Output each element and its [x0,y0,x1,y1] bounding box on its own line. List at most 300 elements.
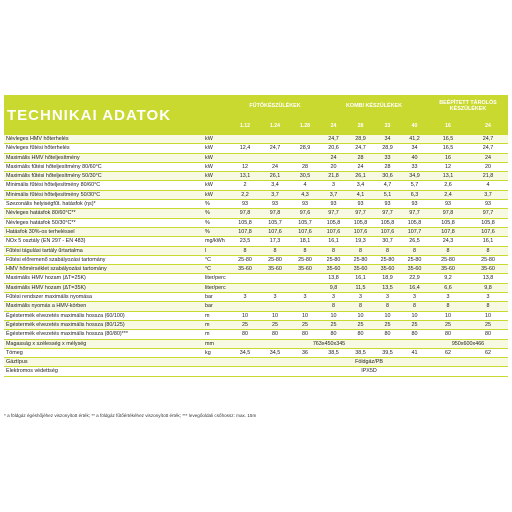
table-row [4,228,508,237]
row-group [428,209,508,218]
table-row [4,256,508,265]
row-value: 10 [242,312,248,319]
table-row [4,144,508,153]
row-label: Magasság x szélesség x mélység [6,340,87,347]
row-value: 28,9 [355,136,366,142]
row-group [428,256,508,265]
row-label: Maximális HMV hőteljesítmény [6,154,80,161]
row-unit: % [205,228,210,235]
row-value [230,274,260,283]
row-value: 93 [242,201,248,208]
row-value: 80 [272,331,278,338]
row-value: 34,9 [409,173,420,180]
table-row [4,284,508,293]
row-value: 6,3 [410,191,419,198]
row-value: 10 [302,312,308,319]
row-value: 24,7 [482,136,494,142]
row-value: 35-60 [326,266,341,273]
table-row [4,321,508,330]
row-value: 35-60 [268,266,282,273]
table-row [4,302,508,311]
row-value: 97,7 [482,210,494,217]
row-group [230,349,320,358]
row-label: Maximális HMV hozam (ΔT=35K) [6,284,86,291]
row-value: 25 [384,321,391,328]
row-label: Névleges HMV hőterhelés [6,136,69,142]
row-label: Minimális fűtési hőteljesítmény 80/60°C [6,182,101,189]
row-group [320,256,428,265]
row-value: 105,8 [407,219,422,226]
row-value: 25-80 [268,256,282,263]
row-group [428,181,508,190]
row-value: 16,5 [442,145,454,152]
row-value: 13,5 [382,284,393,291]
row-value: 2,2 [241,191,249,198]
row-label: Égéstermék elvezetés maximális hossza (60/100) [6,312,125,319]
row-unit: bar [205,294,213,301]
row-value: 93 [330,201,337,208]
row-value: 950x600x466 [451,340,485,347]
model-label: 24 [485,123,491,129]
table-row [4,367,508,376]
row-value: 25 [445,321,451,328]
row-unit: l [205,247,207,254]
row-value [290,302,320,311]
row-value: 93 [302,201,308,208]
row-value: 93 [272,201,278,208]
row-value: 93 [384,201,391,208]
row-label: Minimális fűtési hőteljesítmény 50/30°C [6,191,101,198]
row-unit: kW [205,154,213,161]
row-value: 20,6 [328,145,339,152]
row-group [230,265,320,274]
row-group [428,219,508,228]
row-value: 26,5 [409,238,420,245]
row-value: 12 [242,163,248,170]
row-group [320,163,428,172]
row-group [320,191,428,200]
row-value: 105,8 [441,219,455,226]
row-value: 25-80 [238,256,252,263]
table-row [4,330,508,339]
row-value: 3 [332,294,335,301]
row-value: 8 [243,247,247,254]
row-value: 9,8 [484,284,492,291]
row-value: 28 [357,154,364,161]
row-value: 8 [332,303,335,310]
row-value: 34 [411,145,418,152]
row-unit: % [205,219,210,226]
row-unit: m [205,331,210,338]
row-group [230,200,320,209]
row-value: 93 [411,201,418,208]
row-group [320,172,428,181]
row-value: 8 [359,247,362,254]
row-value: 21,8 [482,173,494,180]
row-value: 3,4 [271,182,279,189]
row-value: 107,6 [326,228,341,235]
row-label: Égéstermék elvezetés maximális hossza (80/80)*** [6,331,128,338]
row-group [428,191,508,200]
row-unit: kW [205,136,213,142]
table-row [4,191,508,200]
row-value: 62 [485,349,491,356]
row-value: 24,7 [269,145,281,152]
model-label: 28 [357,123,364,129]
row-group [230,154,320,163]
row-value [230,302,260,311]
table-header [4,95,508,135]
row-value [230,154,260,163]
row-value: 34 [384,136,391,142]
table-row [4,358,508,367]
row-value: 24,7 [355,145,366,152]
row-value: 25 [485,321,491,328]
row-group [428,200,508,209]
row-value: 9,2 [444,275,452,282]
table-row [4,200,508,209]
row-group [230,321,320,330]
row-group [320,321,428,330]
row-group [230,144,320,153]
row-value: 34,5 [239,349,251,356]
row-value: 3 [359,294,362,301]
row-group [320,349,428,358]
row-value: 16,1 [328,238,339,245]
row-value: 8 [446,303,450,310]
row-value: 24 [330,154,337,161]
table-body [4,135,508,377]
row-value: 34,5 [269,349,281,356]
row-value: 105,8 [481,219,495,226]
row-value: 10 [384,312,391,319]
group-header-storage [428,95,508,135]
row-group [320,293,428,302]
row-value: 25 [302,321,308,328]
row-group [230,284,320,293]
row-value: 35-60 [298,266,312,273]
row-value: 40 [411,154,418,161]
row-label: Szezonális helyiségfűt. hatásfok (ηs)* [6,201,96,208]
row-unit: °C [205,266,212,273]
row-unit: bar [205,303,213,310]
row-value: 8 [413,247,416,254]
row-value: 39,5 [382,349,393,356]
table-row [4,154,508,163]
row-group [230,228,320,237]
row-group [230,312,320,321]
row-unit: kW [205,182,213,189]
row-unit: liter/perc [205,284,226,291]
row-value: 25 [411,321,418,328]
row-value: 33 [411,163,418,170]
row-group [428,247,508,256]
row-value: 16,4 [409,284,420,291]
model-label: 1.12 [239,123,251,129]
row-unit: m [205,312,210,319]
row-value: 93 [485,201,491,208]
table-row [4,247,508,256]
row-value: 8 [486,247,490,254]
footnote: * a földgáz égéshőjéhez viszonyított érték; ** a földgáz fűtőértékéhez viszonyított érték; *** levegőoldali csőhossz: max. 15m [4,413,257,418]
row-value: 26,1 [355,173,366,180]
row-group [428,163,508,172]
row-value: 38,5 [355,349,366,356]
row-label: Égéstermék elvezetés maximális hossza (80/125) [6,321,125,328]
row-group [230,209,320,218]
row-value: 25-80 [441,256,455,263]
row-value: 107,6 [380,228,395,235]
row-group [320,209,428,218]
group-header-combi [320,95,428,135]
row-value: 3 [446,294,450,301]
row-value: 36 [302,349,308,356]
row-value: 3 [413,294,416,301]
table-row [4,135,508,144]
row-label: Tömeg [6,349,23,356]
row-value: 97,7 [409,210,420,217]
row-value: 25-80 [353,256,368,263]
row-group [428,228,508,237]
row-value: 8 [303,247,307,254]
row-value: 10 [330,312,337,319]
row-group [320,200,428,209]
row-value: 22,9 [409,275,420,282]
row-label: Maximális fűtési hőteljesítmény 50/30°C [6,173,102,180]
row-value: 105,8 [326,219,341,226]
row-value: 80 [384,331,391,338]
row-group [320,135,428,144]
row-value: 93 [445,201,451,208]
row-group [320,219,428,228]
row-group [428,284,508,293]
group-label: FŰTŐKÉSZÜLÉKEK [249,103,301,109]
row-value: 35-60 [238,266,252,273]
row-value: 20 [330,163,337,170]
row-value: 25-80 [298,256,312,263]
row-value: 41,2 [409,136,420,142]
row-label: Maximális nyomás a HMV-körben [6,303,87,310]
row-value: 17,3 [269,238,281,245]
row-group [320,154,428,163]
row-value: 13,1 [442,173,454,180]
row-value: 10 [411,312,418,319]
row-value: 28 [384,163,391,170]
row-value: 16,1 [355,275,366,282]
row-value: 24 [272,163,278,170]
row-value [260,302,290,311]
row-unit [204,358,230,367]
row-label: NOx 5 osztály (EN 297 - EN 483) [6,238,86,245]
unit-header-spacer [204,95,230,135]
model-label: 16 [445,123,451,129]
row-group [428,237,508,246]
table-row [4,172,508,181]
row-value: 4 [303,182,307,189]
table-row [4,340,508,349]
row-value: 3,7 [271,191,279,198]
row-value: 28 [302,163,308,170]
row-label: Fűtési előremenő szabályozási tartomány [6,256,106,263]
row-value: 25-80 [481,256,495,263]
row-value: 25-80 [380,256,395,263]
row-group [320,302,428,311]
table-row [4,274,508,283]
row-group [230,247,320,256]
row-value: 3 [386,294,389,301]
row-value: 9,8 [329,284,338,291]
row-value: 3,4 [356,182,365,189]
row-value: 3 [273,294,277,301]
row-value: 97,7 [382,210,393,217]
group-label: KOMBI KÉSZÜLÉKEK [345,103,402,109]
row-value: 97,7 [328,210,339,217]
row-value: 93 [357,201,364,208]
row-group [230,219,320,228]
row-group [428,144,508,153]
row-value: 13,8 [328,275,339,282]
table-row [4,163,508,172]
row-value: 30,7 [382,238,393,245]
row-value: 35-60 [380,266,395,273]
row-value: 763x450x345 [312,340,346,347]
model-label: 1.24 [269,123,281,129]
row-value: 2,4 [444,191,452,198]
row-value: 10 [357,312,364,319]
row-value: 105,8 [380,219,395,226]
table-row [4,349,508,358]
row-group [428,293,508,302]
row-value: 105,7 [268,219,282,226]
row-value: 24,7 [328,136,339,142]
row-value: 8 [273,247,277,254]
row-value: 38,5 [328,349,339,356]
row-value: 12,4 [239,145,251,152]
row-unit: % [205,210,210,217]
row-value: 5,1 [383,191,392,198]
row-value: 80 [302,331,308,338]
row-group [230,172,320,181]
row-value: 28,9 [299,145,311,152]
row-value: 35-60 [481,266,495,273]
row-value: 3 [332,182,335,189]
row-label: Elektromos védettség [6,368,58,375]
row-value: 6,6 [444,284,452,291]
row-unit: liter/perc [205,275,226,282]
row-group [320,181,428,190]
row-value: 16 [445,154,451,161]
row-value: 80 [445,331,451,338]
row-unit: m [205,321,210,328]
row-value: 80 [411,331,418,338]
row-unit: mm [205,340,214,347]
row-value: 8 [386,303,389,310]
row-value: 25 [330,321,337,328]
row-value: 107,8 [238,228,252,235]
row-group [320,247,428,256]
row-value: 62 [445,349,451,356]
row-value: 107,6 [353,228,368,235]
row-group [320,330,428,339]
row-value: 4 [486,182,490,189]
table-row [4,219,508,228]
row-unit: kW [205,163,213,170]
row-group [428,172,508,181]
row-group [428,154,508,163]
group-label: BEÉPÍTETT TÁROLÓS KÉSZÜLÉKEK [439,100,497,112]
row-label: Névleges hatásfok 80/60°C** [6,210,76,217]
row-value: 20 [485,163,491,170]
row-value: 24 [357,163,364,170]
row-value: 24,3 [442,238,454,245]
row-value: 13,1 [239,173,251,180]
model-label: 1.28 [299,123,311,129]
row-value: 8 [413,303,416,310]
row-group [230,237,320,246]
row-group [230,135,320,144]
row-group [320,274,428,283]
row-value: 10 [272,312,278,319]
row-value: 107,6 [481,228,495,235]
row-value: 3,7 [484,191,492,198]
row-label: Hatásfok 30%-os terheléssel [6,228,75,235]
row-value: 80 [357,331,364,338]
row-value: IPX5D [361,368,377,375]
row-value [230,284,260,293]
row-value: 18,9 [382,275,393,282]
row-unit: °C [205,256,212,263]
row-value: 28,9 [382,145,393,152]
row-value: 3 [303,294,307,301]
row-value: 97,7 [355,210,366,217]
row-group [320,237,428,246]
row-label: Névleges hatásfok 50/30°C** [6,219,76,226]
row-value: 8 [446,247,450,254]
row-value: 35-60 [407,266,422,273]
row-group [320,265,428,274]
row-unit: kW [205,191,213,198]
row-value: 25-80 [407,256,422,263]
row-value: 80 [330,331,337,338]
row-value [290,284,320,293]
row-value: 25 [272,321,278,328]
row-unit: % [205,201,210,208]
row-label: Maximális fűtési hőteljesítmény 80/60°C [6,163,102,170]
row-value: 24,7 [482,145,494,152]
table-row [4,293,508,302]
row-value: 16,5 [442,136,454,142]
row-group [428,349,508,358]
row-value: 105,7 [298,219,312,226]
row-value: 33 [384,154,391,161]
row-group [428,135,508,144]
row-group [320,312,428,321]
row-value: 3,7 [329,191,338,198]
row-value: 30,6 [382,173,393,180]
row-unit: kW [205,173,213,180]
row-value: 4,1 [356,191,365,198]
row-group [320,228,428,237]
row-value: 11,5 [355,284,366,291]
table-row [4,312,508,321]
row-value [290,274,320,283]
row-value: 2 [243,182,247,189]
model-label: 33 [384,123,391,129]
page-title: TECHNIKAI ADATOK [7,106,172,124]
row-value: 19,3 [355,238,366,245]
row-value: 35-60 [441,266,455,273]
row-value: 24 [485,154,491,161]
